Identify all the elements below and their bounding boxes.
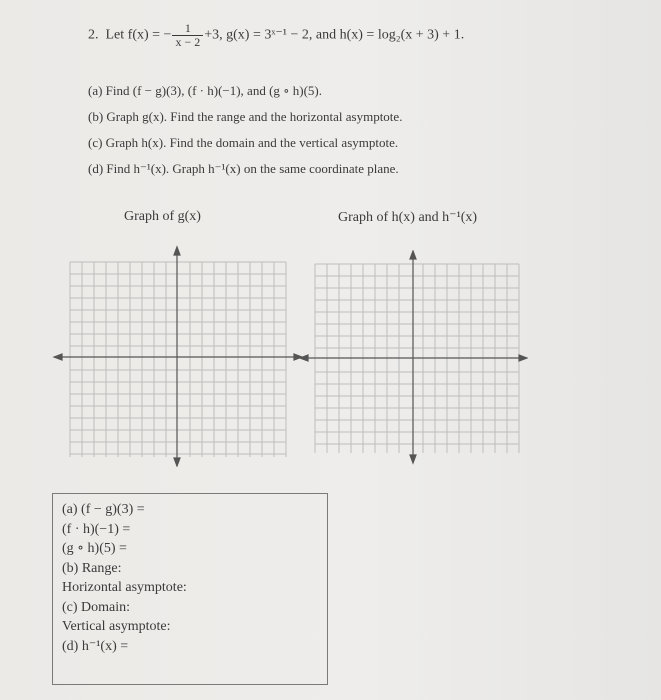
answer-d1: (d) h⁻¹(x) = bbox=[62, 638, 129, 654]
answer-b1: (b) Range: bbox=[62, 560, 122, 576]
problem-and: and bbox=[315, 27, 337, 43]
part-a: (a) Find (f − g)(3), (f · h)(−1), and (g ∘ h)(5). bbox=[88, 83, 323, 98]
problem-statement bbox=[88, 22, 464, 49]
answer-box bbox=[52, 493, 328, 685]
right-coordinate-grid bbox=[298, 250, 528, 465]
part-c: (c) Graph h(x). Find the domain and the vertical asymptote. bbox=[88, 135, 399, 150]
part-d: (d) Find h⁻¹(x). Graph h⁻¹(x) on the same coordinate plane. bbox=[88, 161, 399, 176]
problem-parts bbox=[88, 78, 402, 182]
answer-c2: Vertical asymptote: bbox=[62, 619, 171, 634]
answer-a2: (f · h)(−1) = bbox=[62, 521, 131, 537]
answer-b2: Horizontal asymptote: bbox=[62, 580, 187, 595]
f-definition-prefix: f(x) = − bbox=[127, 27, 172, 43]
part-b: (b) Graph g(x). Find the range and the horizontal asymptote. bbox=[88, 109, 403, 124]
f-definition-suffix: +3, bbox=[204, 27, 223, 43]
problem-number: 2. bbox=[88, 27, 99, 43]
answer-a3: (g ∘ h)(5) = bbox=[62, 541, 127, 556]
left-graph-title: Graph of g(x) bbox=[124, 209, 201, 224]
problem-let: Let bbox=[105, 27, 125, 43]
h-definition: h(x) = log₂(x + 3) + 1. bbox=[339, 27, 465, 43]
f-fraction-denominator: x − 2 bbox=[175, 35, 201, 49]
g-definition: g(x) = 3ˣ⁻¹ − 2, bbox=[226, 27, 313, 43]
f-fraction bbox=[172, 22, 203, 49]
f-fraction-numerator: 1 bbox=[172, 22, 203, 36]
answer-c1: (c) Domain: bbox=[62, 599, 131, 615]
right-graph-title: Graph of h(x) and h⁻¹(x) bbox=[338, 210, 478, 225]
answer-a1: (a) (f − g)(3) = bbox=[62, 502, 145, 517]
left-coordinate-grid bbox=[50, 245, 305, 467]
